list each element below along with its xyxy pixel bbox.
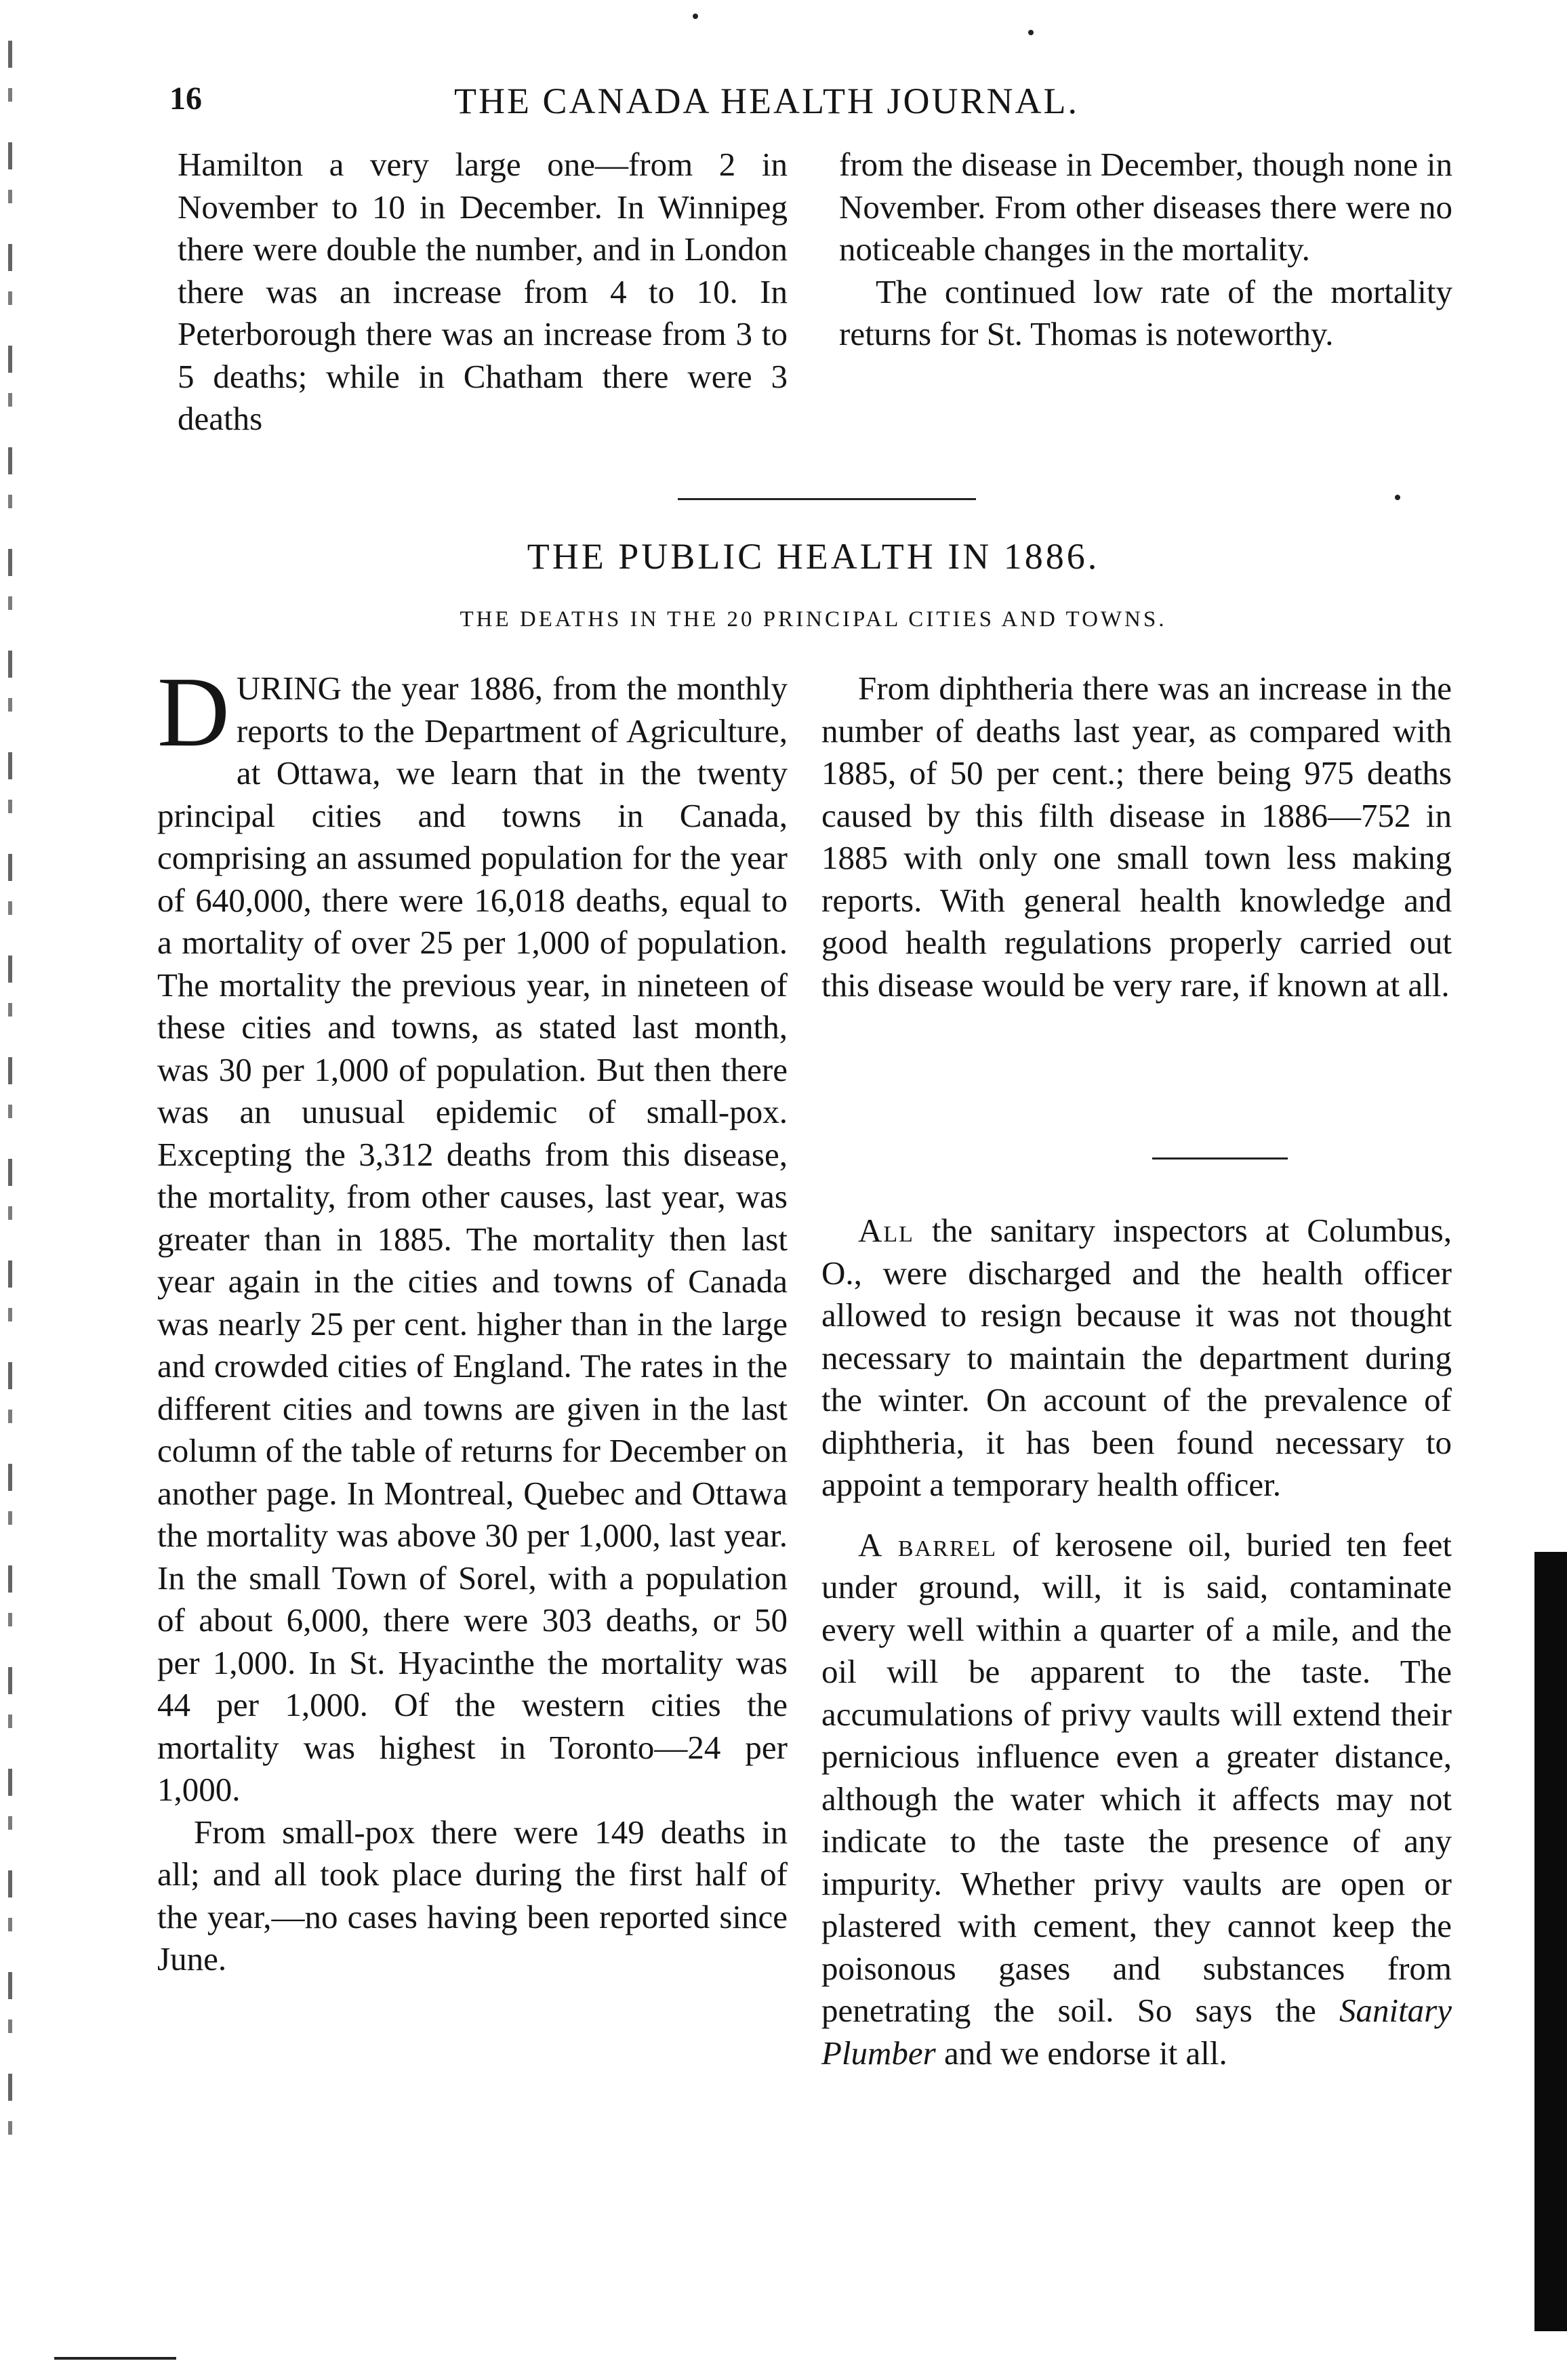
- notes-divider: [1152, 1157, 1288, 1160]
- columbus-lead: All: [858, 1212, 914, 1249]
- continuation-right-column: [839, 144, 1452, 356]
- article-paragraph-1: [157, 657, 788, 1811]
- smallpox-paragraph: From small-pox there were 149 deaths in all; and all took place during the first half of the year,—no cases having been reported since June.: [157, 1813, 788, 1977]
- barrel-lead: A barrel: [858, 1525, 998, 1563]
- note-gap: [821, 1506, 1452, 1524]
- barrel-note-text: of kerosene oil, buried ten feet under ground, will, it is said, contaminate every well within a quarter of a mile, and the oil will be apparent to the taste. The accumulations of privy vaults will extend their pernicious influence even a greater distance, although the water which it affects may not indicate to the taste the presence of any impurity. Whether privy vaults are open or plastered with cement, they cannot keep the poisonous gases and substances from penetrating the soil. So says the: [821, 1525, 1452, 2029]
- st-thomas-paragraph: The continued low rate of the mortality returns for St. Thomas is noteworthy.: [839, 272, 1452, 352]
- columbus-note: [821, 1210, 1452, 1506]
- diphtheria-paragraph: From diphtheria there was an increase in the number of deaths last year, as compared with 1885, of 50 per cent.; there being 975 deaths caused by this filth disease in 1886—752 in 1885 with only one small town less making reports. With general health knowledge and good health regulations properly carried out this disease would be very rare, if known at all.: [821, 670, 1452, 1004]
- continuation-left-column: [178, 144, 788, 440]
- notes-column: [821, 1210, 1452, 2074]
- page-number: 16: [169, 81, 202, 117]
- columbus-note-text: the sanitary inspectors at Columbus, O., were discharged and the health officer allowed to resign because it was not thought necessary to maintain the department during the winter. On account of the prevalence of diphtheria, it has been found necessary to appoint a temporary health officer.: [821, 1212, 1452, 1503]
- article-right-column: [821, 668, 1452, 1006]
- article-title: THE PUBLIC HEALTH IN 1886.: [527, 536, 1100, 577]
- section-divider: [678, 498, 976, 500]
- scan-edge-right: [1534, 1552, 1567, 2331]
- scan-speck: [1028, 30, 1034, 35]
- scan-foot-rule: [54, 2357, 176, 2360]
- scan-edge-left: [8, 41, 12, 2169]
- continuation-paragraph: Hamilton a very large one—from 2 in November to 10 in December. In Winnipeg there were double the number, and in London there was an increase from 4 to 10. In Peterborough there was an increase from 3 to 5 deaths; while in Chatham there were 3 deaths: [178, 146, 788, 437]
- source-publication: Sanitary Plumber: [821, 1992, 1452, 2072]
- barrel-note-end: and we endorse it all.: [944, 2034, 1227, 2072]
- scan-speck: [693, 14, 698, 19]
- barrel-note: [821, 1524, 1452, 2075]
- page-header: [169, 80, 1186, 134]
- article-subtitle: THE DEATHS IN THE 20 PRINCIPAL CITIES AND TOWNS.: [460, 607, 1167, 632]
- continuation-paragraph: from the disease in December, though none in November. From other diseases there were no noticeable changes in the mortality.: [839, 146, 1452, 268]
- article-left-column: [157, 657, 788, 1981]
- journal-title: THE CANADA HEALTH JOURNAL.: [454, 81, 1079, 121]
- scan-speck: [1395, 495, 1400, 500]
- drop-cap: D: [157, 657, 230, 768]
- article-paragraph-1-text: URING the year 1886, from the monthly reports to the Department of Agriculture, at Ottawa, we learn that in the twenty principal cities and towns in Canada, comprising an assumed population for the year of 640,000, there were 16,018 deaths, equal to a mortality of over 25 per 1,000 of population. The mortality the previous year, in nineteen of these cities and towns, as stated last month, was 30 per 1,000 of population. But then there was an unusual epidemic of small-pox. Excepting the 3,312 deaths from this disease, the mortality, from other causes, last year, was greater than in 1885. The mortality then last year again in the cities and towns of Canada was nearly 25 per cent. higher than in the large and crowded cities of England. The rates in the different cities and towns are given in the last column of the table of returns for December on another page. In Montreal, Quebec and Ottawa the mortality was above 30 per 1,000, last year. In the small Town of Sorel, with a population of about 6,000, there were 303 deaths, or 50 per 1,000. In St. Hyacinthe the mortality was 44 per 1,000. Of the western cities the mortality was highest in Toronto—24 per 1,000.: [157, 670, 788, 1808]
